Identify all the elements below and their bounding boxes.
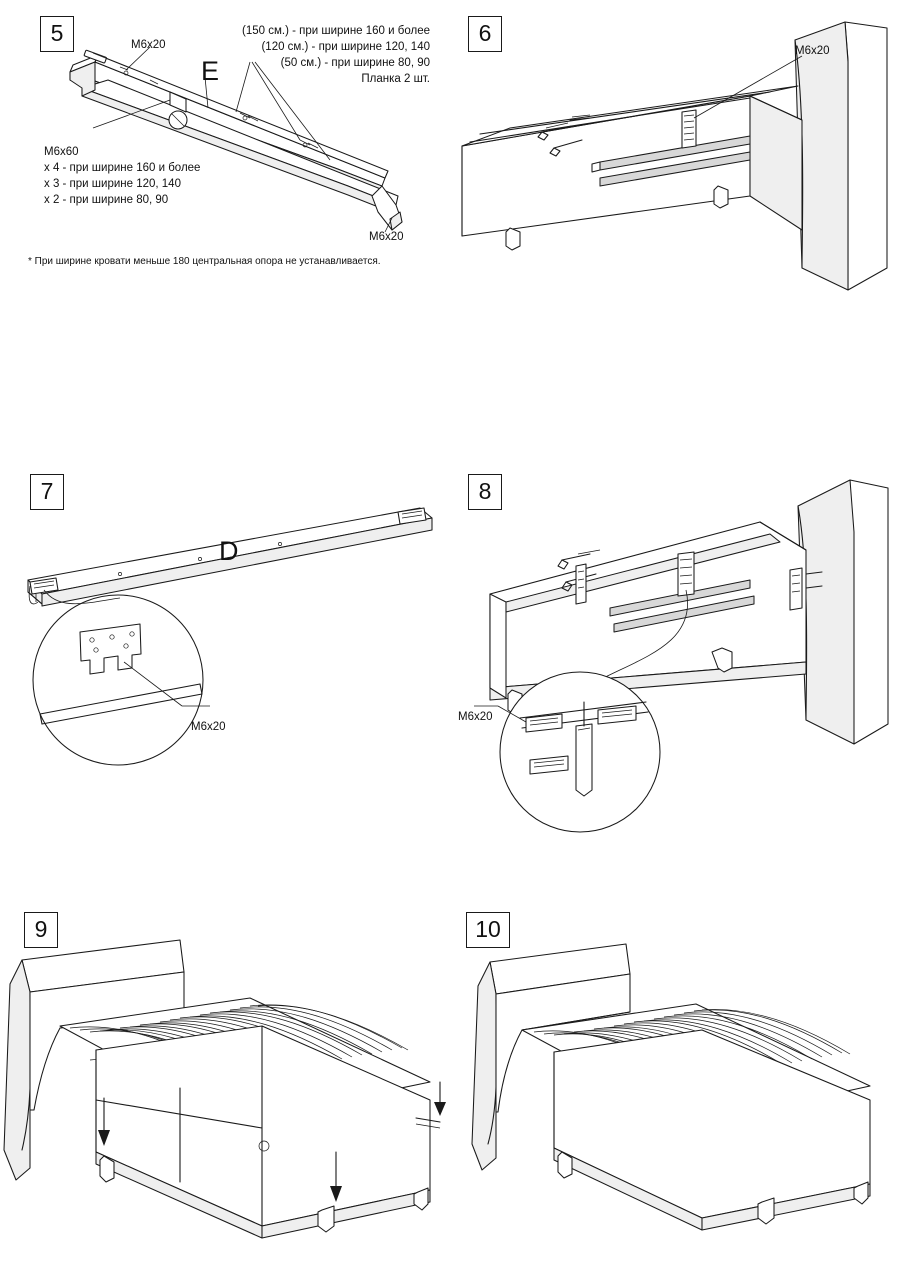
step5-length-line-2: (120 см.) - при ширине 120, 140 [261, 41, 430, 53]
step-6-panel [450, 0, 900, 310]
step5-bolt-top-label: M6x20 [131, 39, 166, 51]
step-7-illustration [0, 462, 450, 862]
step-10-illustration [450, 900, 900, 1280]
step-7-panel [0, 462, 450, 862]
step-7-number: 7 [30, 474, 64, 510]
step5-qty-line-3: x 2 - при ширине 80, 90 [44, 194, 169, 206]
step-10-number: 10 [466, 912, 510, 948]
step5-length-line-3: (50 см.) - при ширине 80, 90 [280, 57, 430, 69]
step8-bolt-label: M6x20 [458, 711, 493, 723]
step5-footnote: * При ширине кровати меньше 180 центральная опора не устанавливается. [28, 256, 381, 267]
step-8-panel [450, 462, 900, 862]
step5-qty-line-2: x 3 - при ширине 120, 140 [44, 178, 181, 190]
step-5-panel [0, 0, 450, 300]
step5-qty-line-1: x 4 - при ширине 160 и более [44, 162, 201, 174]
step5-bolt-bottom-label: M6x20 [369, 231, 404, 243]
step5-length-line-1: (150 см.) - при ширине 160 и более [242, 25, 430, 37]
step-5-number: 5 [40, 16, 74, 52]
step-10-panel [450, 900, 900, 1280]
step6-bolt-label: M6x20 [795, 45, 830, 57]
step-8-illustration [450, 462, 900, 862]
step-9-panel [0, 900, 450, 1280]
step5-leg-bolt-label: M6x60 [44, 146, 79, 158]
step7-bolt-label: M6x20 [191, 721, 226, 733]
step-6-illustration [450, 0, 900, 310]
step-8-number: 8 [468, 474, 502, 510]
step-9-number: 9 [24, 912, 58, 948]
step5-plank-count-label: Планка 2 шт. [361, 73, 430, 85]
step5-part-letter: E [201, 56, 220, 86]
step7-part-letter: D [219, 536, 239, 566]
step-6-number: 6 [468, 16, 502, 52]
step-9-illustration [0, 900, 460, 1280]
